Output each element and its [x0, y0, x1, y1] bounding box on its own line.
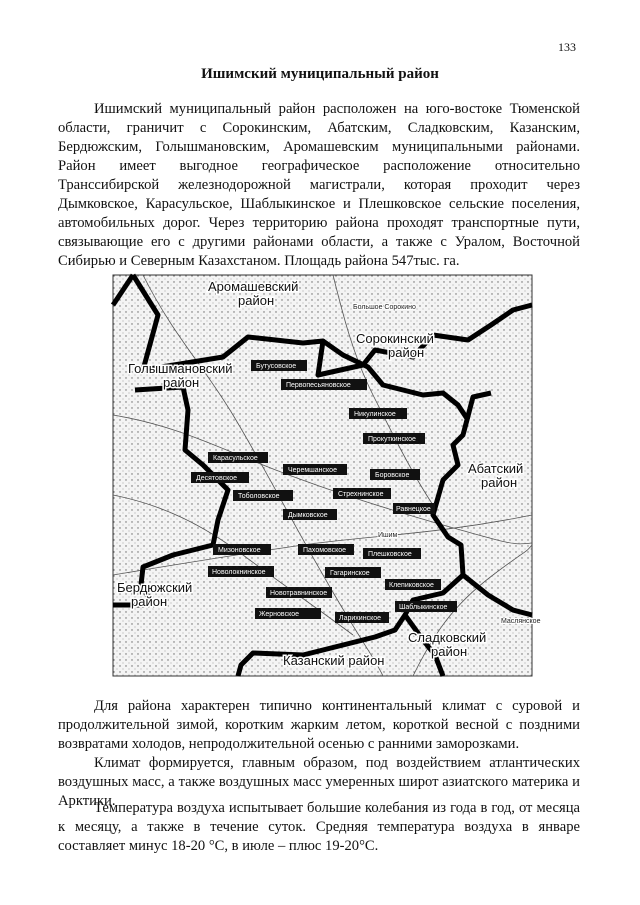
svg-text:район: район: [481, 475, 518, 490]
svg-text:Казанский район: Казанский район: [283, 653, 385, 668]
svg-text:Тоболовское: Тоболовское: [238, 493, 280, 500]
district-map-svg: [113, 275, 541, 676]
place-label-maslyanskoe: Маслянское: [501, 618, 541, 625]
svg-text:Первопесьяновское: Первопесьяновское: [286, 382, 351, 389]
settlement-prokutkinskoe: [363, 433, 425, 444]
paragraph-climate-type: Для района характерен типично континентальный климат с суровой и продолжительной зимой, коротким жарким летом, короткой весной с поздними возвратами холодов, непродолжительной осенью с ранними заморозками.: [58, 698, 580, 752]
district-map: [113, 275, 541, 676]
settlement-novotravninskoe: [266, 587, 332, 598]
svg-text:Стрехнинское: Стрехнинское: [338, 491, 384, 498]
svg-text:Мизоновское: Мизоновское: [218, 547, 261, 554]
svg-text:Никулинское: Никулинское: [354, 411, 396, 418]
settlement-pleshkovskoe: [363, 548, 421, 559]
place-label-bolshoe-sorokino: Большое Сорокино: [353, 304, 416, 311]
paragraph-location: Ишимский муниципальный район расположен на юго-востоке Тюменской области, граничит с Сорокинским, Абатским, Сладковским, Казанским, Бердюжским, Голышмановским, Аромашевским муниципальными районами. Район имеет выгодное географическое расположение относительно Транссибирской железнодорожной магистрали, которая проходит через Дымковское, Карасульское, Шаблыкинское и Плешковское сельские поселения, автомобильных дорог. Через территорию района проходят транспортные пути, связывающие его с другими районами области, а также с Уралом, Восточной Сибирью и Северным Казахстаном. Площадь района 547тыс. га.: [58, 101, 580, 269]
settlement-pervopesyanovskoe: [281, 379, 367, 390]
svg-text:Дымковское: Дымковское: [288, 512, 328, 519]
settlement-klepikovskoe: [385, 579, 441, 590]
settlement-mizonovskoe: [213, 544, 271, 555]
settlement-zhernovskoe: [255, 608, 321, 619]
settlement-novolokninskoe: [208, 566, 274, 577]
settlement-cheremshanskoe: [283, 464, 347, 475]
svg-text:Ларихинское: Ларихинское: [339, 615, 381, 622]
svg-text:Сорокинский: Сорокинский: [356, 331, 434, 346]
svg-text:Гагаринское: Гагаринское: [330, 570, 370, 577]
district-label-kazansky: [283, 653, 384, 668]
svg-text:район: район: [238, 293, 275, 308]
svg-text:Десятовское: Десятовское: [196, 475, 238, 482]
settlement-karasulskoe: [208, 452, 268, 463]
svg-text:Пахомовское: Пахомовское: [303, 547, 347, 554]
settlement-borovskoe: [370, 469, 420, 480]
settlement-nikulinskoe: [349, 408, 407, 419]
svg-text:Прокуткинское: Прокуткинское: [368, 436, 416, 443]
settlement-pakhomovskoe: [298, 544, 354, 555]
svg-text:район: район: [131, 594, 168, 609]
svg-text:Новолокнинское: Новолокнинское: [212, 569, 266, 576]
svg-text:Черемшанское: Черемшанское: [288, 467, 337, 474]
settlement-shablykinskoe: [395, 601, 457, 612]
svg-text:Клепиковское: Клепиковское: [389, 582, 434, 589]
svg-text:Шаблыкинское: Шаблыкинское: [399, 604, 448, 611]
settlement-gagarinskoe: [325, 567, 381, 578]
page-number: 133: [558, 40, 576, 54]
settlement-tobolovskoe: [233, 490, 293, 501]
paragraph-climate-formation: Климат формируется, главным образом, под воздействием атлантических воздушных масс, а также воздушных масс умеренных широт азиатского материка и Арктики.: [58, 755, 580, 809]
svg-text:Боровское: Боровское: [375, 472, 410, 479]
svg-text:район: район: [388, 345, 425, 360]
svg-text:Бердюжский: Бердюжский: [117, 580, 193, 595]
svg-text:Карасульское: Карасульское: [213, 455, 258, 462]
settlement-strekhninskoe: [333, 488, 391, 499]
page-title: Ишимский муниципальный район: [201, 66, 439, 82]
settlement-dymkovskoe: [283, 509, 337, 520]
place-label-ishim: Ишим: [378, 532, 398, 539]
settlement-ravnetskoe: [393, 503, 435, 514]
svg-text:Аромашевский: Аромашевский: [208, 279, 299, 294]
svg-text:Сладковский: Сладковский: [408, 630, 487, 645]
settlement-desyatovskoe: [191, 472, 249, 483]
svg-text:Бутусовское: Бутусовское: [256, 363, 297, 370]
svg-text:Голышмановский: Голышмановский: [128, 361, 233, 376]
paragraph-temperature: Температура воздуха испытывает большие колебания из года в год, от месяца к месяцу, а также в течение суток. Средняя температура воздуха в январе составляет минус 18-20 °С, в июле – плюс 19-20°С.: [58, 800, 580, 854]
svg-text:Абатский: Абатский: [468, 461, 524, 476]
settlement-larikhinskoe: [335, 612, 389, 623]
svg-text:район: район: [431, 644, 468, 659]
svg-text:Новотравнинское: Новотравнинское: [270, 590, 328, 597]
svg-text:район: район: [163, 375, 200, 390]
svg-text:Жерновское: Жерновское: [259, 611, 299, 618]
svg-text:Плешковское: Плешковское: [368, 551, 412, 558]
svg-text:Равнецкое: Равнецкое: [396, 506, 431, 513]
settlement-butusovskoe: [251, 360, 307, 371]
